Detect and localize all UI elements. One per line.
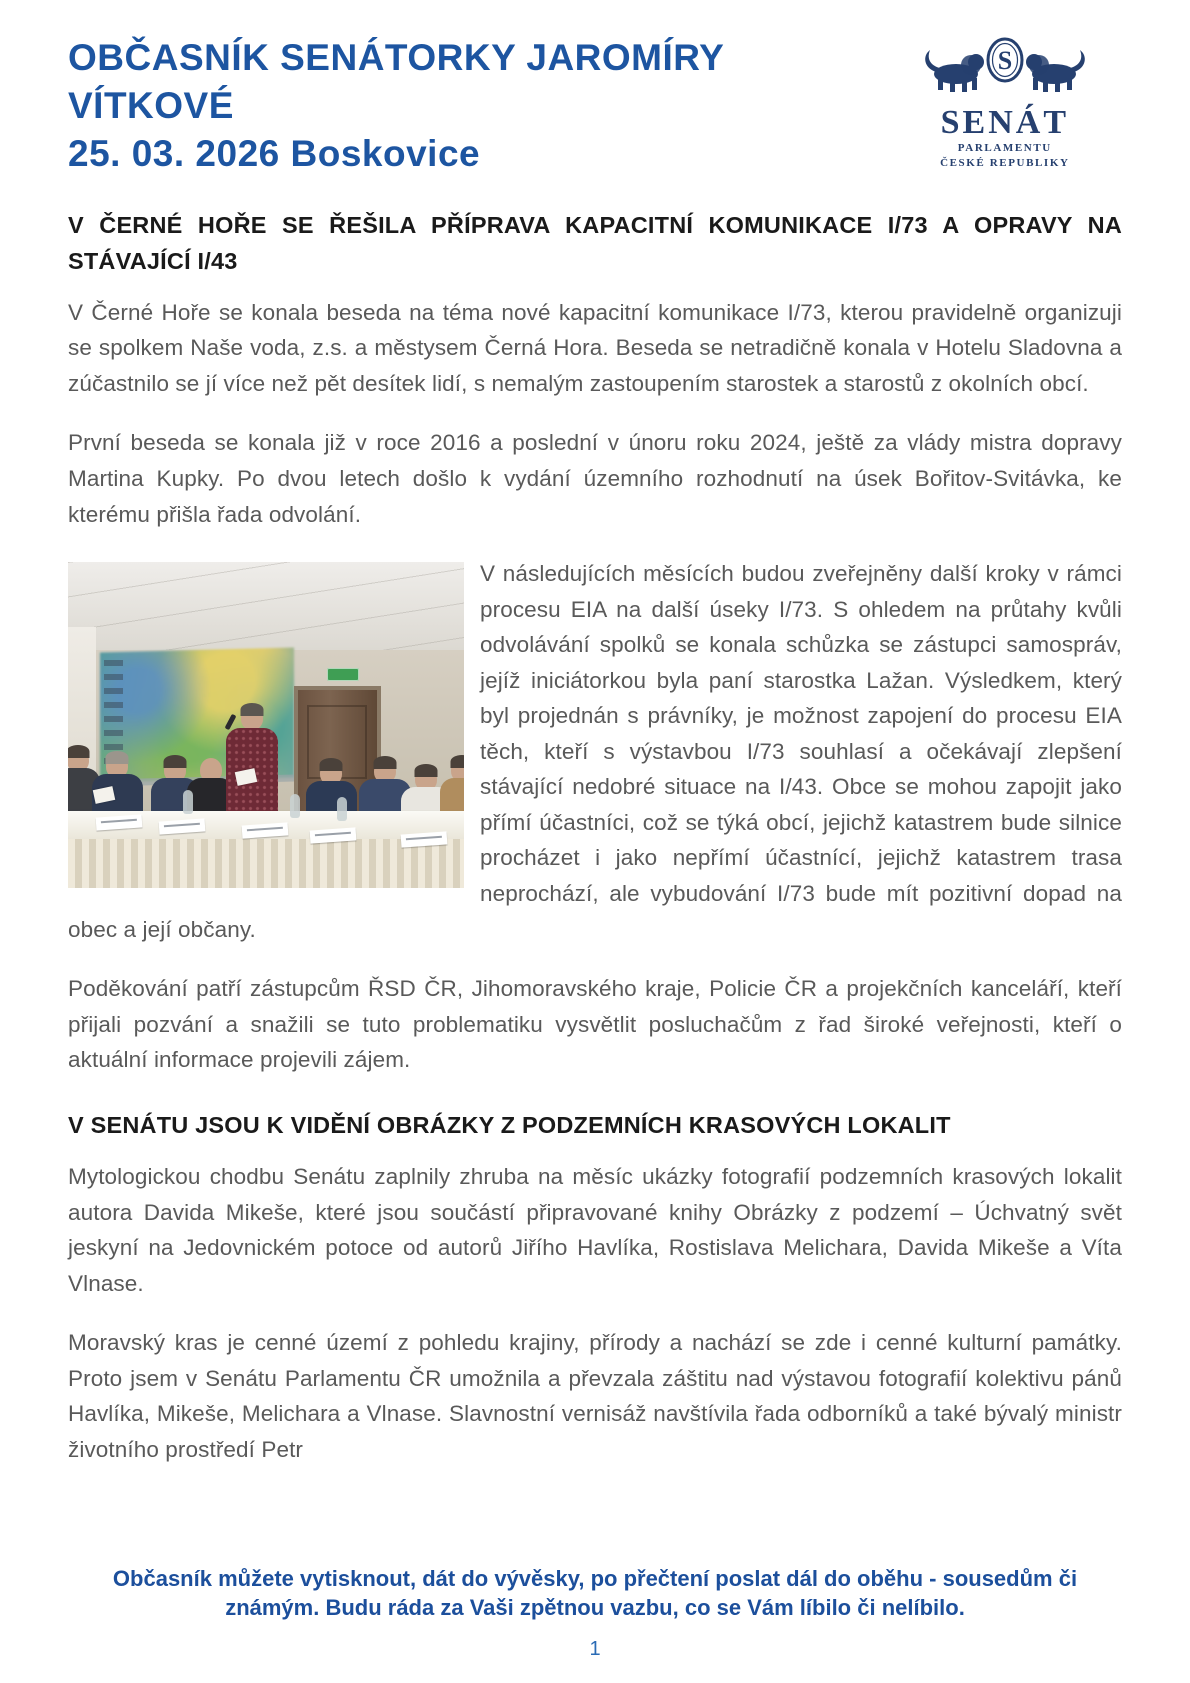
speaker-figure: [226, 706, 277, 820]
logo-subtitle-2: ČESKÉ REPUBLIKY: [940, 156, 1070, 169]
page-title-line1: OBČASNÍK SENÁTORKY JAROMÍRY VÍTKOVÉ: [68, 37, 724, 127]
article-1-paragraph-4: Poděkování patří zástupcům ŘSD ČR, Jihomoravského kraje, Policie ČR a projekčních kanceláří, kteří přijali pozvání a snažili se tuto problematiku vysvětlit posluchačům z řad široké veřejnosti, kteří o aktuální informace projevili zájem.: [68, 976, 1122, 1073]
exit-sign: [327, 668, 359, 681]
emblem-letter: S: [997, 46, 1013, 75]
carafe-icon: [337, 797, 347, 821]
lion-icon: [1026, 50, 1085, 92]
issue-date-place: 25. 03. 2026 Boskovice: [68, 133, 481, 175]
article-2-paragraph-1: Mytologickou chodbu Senátu zaplnily zhruba na měsíc ukázky fotografií podzemních krasových lokalit autora Davida Mikeše, které jsou součástí připravované knihy Obrázky z podzemí – Úchvatný svět jeskyní na Jedovnickém potoce od autorů Jiřího Havlíka, Rostislava Melichara, Davida Mikeše a Víta Vlnase.: [68, 1163, 1122, 1296]
masthead: [68, 34, 1122, 178]
article-1-paragraph-3: V následujících měsících budou zveřejněny další kroky v rámci procesu EIA na další úseky I/73. S ohledem na průtahy kvůli odvolávání spolků se konala schůzka se zástupci samospráv, jejíž iniciátorkou byla paní starostka Lažan. Výsledkem, který byl projednán s právníky, je možnost zapojení do procesu EIA těch, kteří s výstavbou I/73 souhlasí a očekávají zlepšení stávající nedobré situace na I/43. Obce se mohou zapojit jako přímí účastníci, což se týká obcí, jejichž katastrem bude silnice procházet i jako nepřímí účastnící, jejichž katastrem trasa neprochází, ale vybudování I/73 bude mít pozitivní dopad na obec a její občany.: [68, 561, 1122, 942]
article-1-heading: V ČERNÉ HOŘE SE ŘEŠILA PŘÍPRAVA KAPACITNÍ KOMUNIKACE I/73 A OPRAVY NA STÁVAJÍCÍ I/43: [68, 212, 1122, 274]
article-1-paragraph-1: V Černé Hoře se konala beseda na téma nové kapacitní komunikace I/73, kterou pravidelně organizuji se spolkem Naše voda, z.s. a městysem Černá Hora. Beseda se netradičně konala v Hotelu Sladovna a zúčastnilo se jí více než pět desítek lidí, s nemalým zastoupením starostek a starostů z okolních obcí.: [68, 299, 1122, 396]
photo-ceiling: [68, 562, 464, 650]
conference-photo: [68, 562, 464, 888]
carafe-icon: [290, 794, 300, 818]
article-1-photo-block: [68, 556, 1122, 971]
senat-wordmark: SENÁT: [940, 104, 1069, 141]
senat-logo: [888, 36, 1122, 170]
attendee-figure: [440, 758, 464, 820]
name-card: [400, 831, 447, 847]
article-1-paragraph-2: První beseda se konala již v roce 2016 a poslední v únoru roku 2024, ještě za vlády mistra dopravy Martina Kupky. Po dvou letech došlo k vydání územního rozhodnutí na úsek Bořitov-Svitávka, ke kterému přišla řada odvolání.: [68, 430, 1122, 527]
page-title: [68, 34, 888, 178]
name-card: [159, 818, 206, 834]
logo-subtitle-1: PARLAMENTU: [957, 141, 1052, 154]
article-2-paragraph-2: Moravský kras je cenné území z pohledu krajiny, přírody a nachází se zde i cenné kulturní památky. Proto jsem v Senátu Parlamentu ČR umožnila a převzala záštitu nad výstavou fotografií kolektivu pánů Havlíka, Mikeše, Melichara a Vlnase. Slavnostní vernisáž navštívila řada odborníků a také bývalý ministr životního prostředí Petr: [68, 1330, 1122, 1462]
attendee-figure: [92, 754, 143, 819]
lion-icon: [925, 50, 984, 92]
footer-note: Občasník můžete vytisknout, dát do vývěsky, po přečtení poslat dál do oběhu - sousedům či známým. Budu ráda za Vaši zpětnou vazbu, co se Vám líbilo či nelíbilo.: [112, 1565, 1078, 1621]
lions-emblem-icon: [910, 36, 1100, 98]
microphone-icon: [225, 713, 237, 729]
page-number: 1: [589, 1638, 601, 1660]
article-2-heading: V SENÁTU JSOU K VIDĚNÍ OBRÁZKY Z PODZEMNÍCH KRASOVÝCH LOKALIT: [68, 1111, 951, 1138]
carafe-icon: [183, 790, 193, 814]
